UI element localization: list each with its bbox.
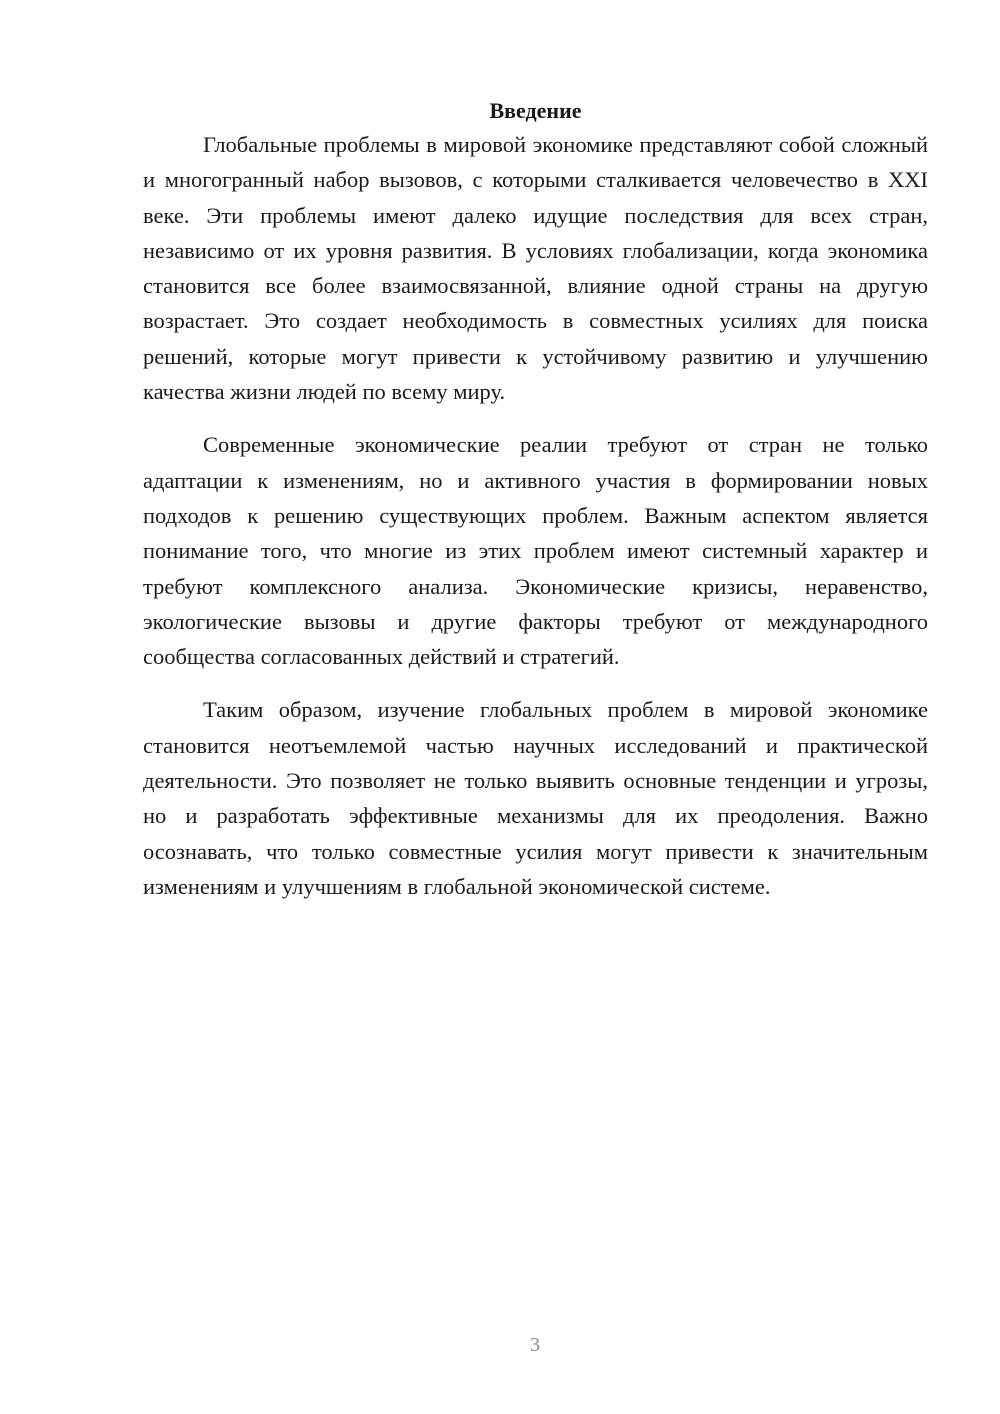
paragraph-3: Таким образом, изучение глобальных проблем в мировой экономике становится неотъемлемой частью научных исследований и практической деятельности. Это позволяет не только выявить основные тенденции и угрозы, но и разработать эффективные механизмы для их преодоления. Важно осознавать, что только совместные усилия могут привести к значительным изменениям и улучшениям в глобальной экономической системе. [143,697,928,899]
page-content [143,95,928,904]
page-number: 3 [530,1334,540,1356]
paragraph-2: Современные экономические реалии требуют от стран не только адаптации к изменениям, но и активного участия в формировании новых подходов к решению существующих проблем. Важным аспектом является понимание того, что многие из этих проблем имеют системный характер и требуют комплексного анализа. Экономические кризисы, неравенство, экологические вызовы и другие факторы требуют от международного сообщества согласованных действий и стратегий. [143,432,928,670]
section-heading: Введение [489,98,582,123]
paragraph-1: Глобальные проблемы в мировой экономике представляют собой сложный и многогранный набор вызовов, с которыми сталкивается человечество в XXI веке. Эти проблемы имеют далеко идущие последствия для всех стран, независимо от их уровня развития. В условиях глобализации, когда экономика становится все более взаимосвязанной, влияние одной страны на другую возрастает. Это создает необходимость в совместных усилиях для поиска решений, которые могут привести к устойчивому развитию и улучшению качества жизни людей по всему миру. [143,132,928,405]
